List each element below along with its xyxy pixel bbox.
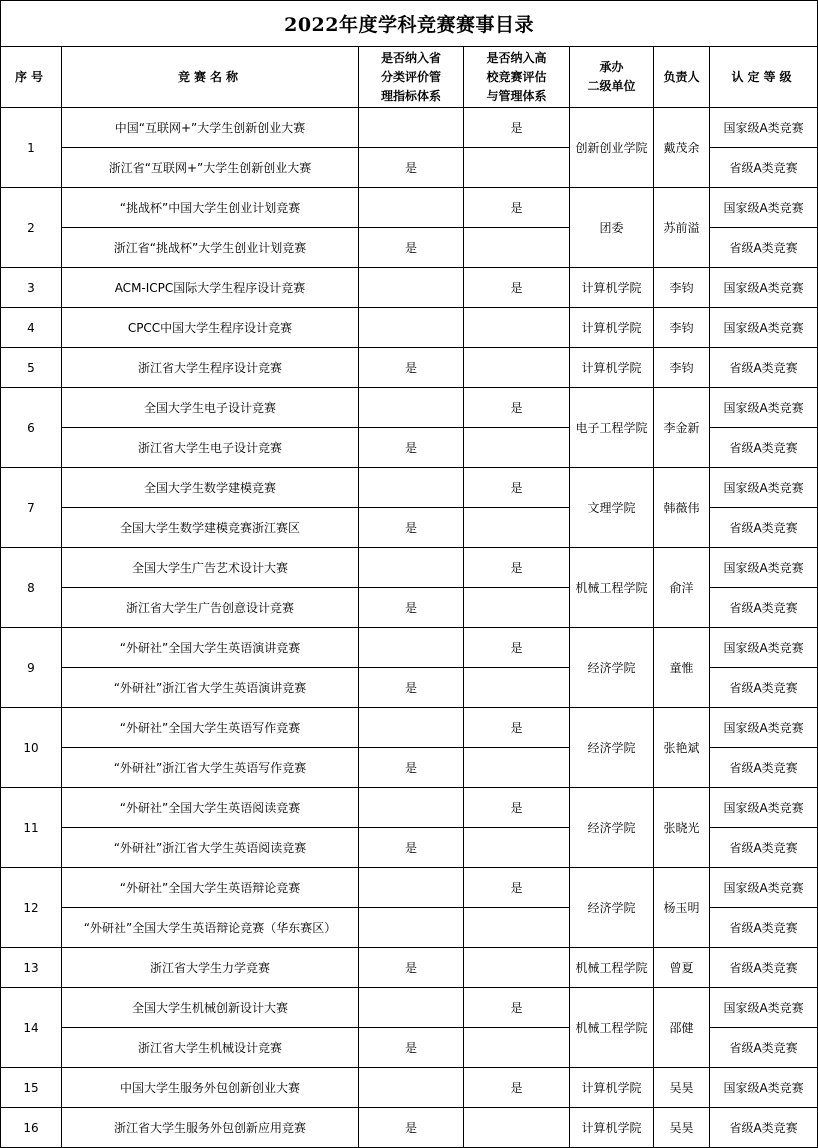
person-cell: 俞洋 (654, 548, 710, 628)
province-system-cell: 是 (359, 228, 464, 268)
unit-cell: 经济学院 (570, 868, 654, 948)
unit-cell: 经济学院 (570, 628, 654, 708)
national-system-cell: 是 (464, 788, 570, 828)
competition-name-cell: “外研社”全国大学生英语辩论竞赛（华东赛区） (62, 908, 359, 948)
level-cell: 省级A类竞赛 (710, 948, 818, 988)
unit-cell: 经济学院 (570, 708, 654, 788)
person-cell: 李钧 (654, 348, 710, 388)
province-system-cell: 是 (359, 348, 464, 388)
level-cell: 国家级A类竞赛 (710, 188, 818, 228)
level-cell: 省级A类竞赛 (710, 1028, 818, 1068)
index-cell: 3 (1, 268, 62, 308)
level-cell: 国家级A类竞赛 (710, 1068, 818, 1108)
table-row (1, 548, 818, 588)
competition-name-cell: 浙江省大学生程序设计竞赛 (62, 348, 359, 388)
table-row (1, 188, 818, 228)
unit-cell: 计算机学院 (570, 1068, 654, 1108)
national-system-cell (464, 228, 570, 268)
header-unit-line2: 二级单位 (587, 79, 636, 93)
competition-name-cell: 全国大学生机械创新设计大赛 (62, 988, 359, 1028)
table-row (1, 388, 818, 428)
header-name: 竞赛名称 (62, 47, 359, 108)
unit-cell: 机械工程学院 (570, 988, 654, 1068)
competition-name-cell: 浙江省大学生服务外包创新应用竞赛 (62, 1108, 359, 1148)
competition-name-cell: “外研社”全国大学生英语辩论竞赛 (62, 868, 359, 908)
national-system-cell (464, 308, 570, 348)
level-cell: 国家级A类竞赛 (710, 388, 818, 428)
province-system-cell: 是 (359, 508, 464, 548)
province-system-cell (359, 388, 464, 428)
province-system-cell: 是 (359, 1028, 464, 1068)
province-system-cell: 是 (359, 588, 464, 628)
unit-cell: 文理学院 (570, 468, 654, 548)
competition-name-cell: “外研社”浙江省大学生英语写作竞赛 (62, 748, 359, 788)
competition-name-cell: 中国“互联网+”大学生创新创业大赛 (62, 108, 359, 148)
national-system-cell (464, 748, 570, 788)
header-national-system-line2: 校竞赛评估 (486, 69, 547, 84)
header-province-system-line2: 分类评价管 (380, 69, 441, 84)
header-national-system-line1: 是否纳入高 (486, 50, 547, 65)
header-unit (570, 47, 654, 108)
competition-name-cell: 浙江省“挑战杯”大学生创业计划竞赛 (62, 228, 359, 268)
person-cell: 韩薇伟 (654, 468, 710, 548)
competition-name-cell: “外研社”浙江省大学生英语阅读竞赛 (62, 828, 359, 868)
person-cell: 李金新 (654, 388, 710, 468)
competition-name-cell: “外研社”浙江省大学生英语演讲竞赛 (62, 668, 359, 708)
unit-cell: 计算机学院 (570, 308, 654, 348)
level-cell: 国家级A类竞赛 (710, 268, 818, 308)
index-cell: 4 (1, 308, 62, 348)
province-system-cell: 是 (359, 148, 464, 188)
index-cell: 2 (1, 188, 62, 268)
table-row (1, 468, 818, 508)
unit-cell: 计算机学院 (570, 348, 654, 388)
header-province-system-line1: 是否纳入省 (380, 50, 441, 65)
index-cell: 7 (1, 468, 62, 548)
index-cell: 6 (1, 388, 62, 468)
level-cell: 国家级A类竞赛 (710, 548, 818, 588)
province-system-cell: 是 (359, 828, 464, 868)
competition-name-cell: 浙江省大学生广告创意设计竞赛 (62, 588, 359, 628)
person-cell: 苏前溢 (654, 188, 710, 268)
national-system-cell (464, 828, 570, 868)
table-row (1, 868, 818, 908)
national-system-cell (464, 1028, 570, 1068)
unit-cell: 机械工程学院 (570, 548, 654, 628)
national-system-cell: 是 (464, 548, 570, 588)
level-cell: 省级A类竞赛 (710, 1108, 818, 1148)
competition-name-cell: “挑战杯”中国大学生创业计划竞赛 (62, 188, 359, 228)
province-system-cell (359, 628, 464, 668)
table-row (1, 708, 818, 748)
header-national-system-line3: 与管理体系 (486, 88, 547, 103)
province-system-cell: 是 (359, 668, 464, 708)
national-system-cell (464, 348, 570, 388)
table-row (1, 1108, 818, 1148)
index-cell: 8 (1, 548, 62, 628)
person-cell: 曾夏 (654, 948, 710, 988)
unit-cell: 团委 (570, 188, 654, 268)
unit-cell: 电子工程学院 (570, 388, 654, 468)
province-system-cell (359, 268, 464, 308)
level-cell: 省级A类竞赛 (710, 828, 818, 868)
table-row (1, 108, 818, 148)
level-cell: 省级A类竞赛 (710, 748, 818, 788)
level-cell: 省级A类竞赛 (710, 588, 818, 628)
table-row (1, 1068, 818, 1108)
header-unit-line1: 承办 (599, 60, 624, 74)
national-system-cell: 是 (464, 268, 570, 308)
header-index: 序号 (1, 47, 62, 108)
competition-name-cell: 浙江省大学生力学竞赛 (62, 948, 359, 988)
national-system-cell (464, 428, 570, 468)
national-system-cell: 是 (464, 1068, 570, 1108)
province-system-cell (359, 308, 464, 348)
province-system-cell (359, 108, 464, 148)
national-system-cell (464, 148, 570, 188)
competition-name-cell: 浙江省大学生机械设计竞赛 (62, 1028, 359, 1068)
index-cell: 10 (1, 708, 62, 788)
level-cell: 省级A类竞赛 (710, 668, 818, 708)
province-system-cell (359, 188, 464, 228)
unit-cell: 计算机学院 (570, 268, 654, 308)
level-cell: 省级A类竞赛 (710, 148, 818, 188)
level-cell: 国家级A类竞赛 (710, 708, 818, 748)
header-row (1, 47, 818, 108)
level-cell: 国家级A类竞赛 (710, 308, 818, 348)
header-person: 负责人 (654, 47, 710, 108)
national-system-cell: 是 (464, 628, 570, 668)
province-system-cell (359, 908, 464, 948)
national-system-cell (464, 948, 570, 988)
competition-name-cell: 中国大学生服务外包创新创业大赛 (62, 1068, 359, 1108)
header-province-system-line3: 理指标体系 (380, 88, 441, 103)
person-cell: 李钧 (654, 308, 710, 348)
level-cell: 国家级A类竞赛 (710, 628, 818, 668)
national-system-cell: 是 (464, 708, 570, 748)
level-cell: 省级A类竞赛 (710, 348, 818, 388)
table-row (1, 988, 818, 1028)
page-title: 2022年度学科竞赛赛事目录 (1, 1, 818, 47)
index-cell: 16 (1, 1108, 62, 1148)
level-cell: 省级A类竞赛 (710, 228, 818, 268)
national-system-cell: 是 (464, 988, 570, 1028)
province-system-cell (359, 548, 464, 588)
index-cell: 13 (1, 948, 62, 988)
person-cell: 张艳斌 (654, 708, 710, 788)
person-cell: 戴茂余 (654, 108, 710, 188)
table-row (1, 268, 818, 308)
index-cell: 11 (1, 788, 62, 868)
person-cell: 李钧 (654, 268, 710, 308)
table-row (1, 628, 818, 668)
table-row (1, 308, 818, 348)
national-system-cell: 是 (464, 868, 570, 908)
province-system-cell (359, 868, 464, 908)
table-row (1, 948, 818, 988)
level-cell: 省级A类竞赛 (710, 428, 818, 468)
unit-cell: 机械工程学院 (570, 948, 654, 988)
province-system-cell: 是 (359, 428, 464, 468)
competition-name-cell: CPCC中国大学生程序设计竞赛 (62, 308, 359, 348)
national-system-cell: 是 (464, 388, 570, 428)
person-cell: 童惟 (654, 628, 710, 708)
person-cell: 吴昊 (654, 1068, 710, 1108)
unit-cell: 经济学院 (570, 788, 654, 868)
index-cell: 1 (1, 108, 62, 188)
national-system-cell (464, 1108, 570, 1148)
competition-name-cell: “外研社”全国大学生英语演讲竞赛 (62, 628, 359, 668)
level-cell: 国家级A类竞赛 (710, 988, 818, 1028)
index-cell: 9 (1, 628, 62, 708)
national-system-cell (464, 588, 570, 628)
index-cell: 5 (1, 348, 62, 388)
table-body (1, 108, 818, 1148)
level-cell: 国家级A类竞赛 (710, 788, 818, 828)
person-cell: 张晓光 (654, 788, 710, 868)
index-cell: 15 (1, 1068, 62, 1108)
index-cell: 14 (1, 988, 62, 1068)
header-province-system (359, 47, 464, 108)
person-cell: 吴昊 (654, 1108, 710, 1148)
header-level: 认定等级 (710, 47, 818, 108)
unit-cell: 创新创业学院 (570, 108, 654, 188)
person-cell: 邵健 (654, 988, 710, 1068)
national-system-cell (464, 908, 570, 948)
national-system-cell: 是 (464, 108, 570, 148)
province-system-cell (359, 468, 464, 508)
table-row (1, 788, 818, 828)
province-system-cell (359, 708, 464, 748)
national-system-cell: 是 (464, 188, 570, 228)
competition-name-cell: “外研社”全国大学生英语写作竞赛 (62, 708, 359, 748)
unit-cell: 计算机学院 (570, 1108, 654, 1148)
index-cell: 12 (1, 868, 62, 948)
province-system-cell: 是 (359, 1108, 464, 1148)
competition-name-cell: 浙江省“互联网+”大学生创新创业大赛 (62, 148, 359, 188)
competition-name-cell: 浙江省大学生电子设计竞赛 (62, 428, 359, 468)
table-row (1, 348, 818, 388)
competition-name-cell: 全国大学生数学建模竞赛浙江赛区 (62, 508, 359, 548)
national-system-cell (464, 668, 570, 708)
competition-name-cell: 全国大学生电子设计竞赛 (62, 388, 359, 428)
level-cell: 省级A类竞赛 (710, 908, 818, 948)
competition-name-cell: “外研社”全国大学生英语阅读竞赛 (62, 788, 359, 828)
province-system-cell: 是 (359, 748, 464, 788)
header-national-system (464, 47, 570, 108)
person-cell: 杨玉明 (654, 868, 710, 948)
province-system-cell (359, 988, 464, 1028)
province-system-cell (359, 1068, 464, 1108)
level-cell: 国家级A类竞赛 (710, 868, 818, 908)
province-system-cell: 是 (359, 948, 464, 988)
level-cell: 国家级A类竞赛 (710, 468, 818, 508)
province-system-cell (359, 788, 464, 828)
national-system-cell (464, 508, 570, 548)
level-cell: 省级A类竞赛 (710, 508, 818, 548)
competition-name-cell: 全国大学生广告艺术设计大赛 (62, 548, 359, 588)
level-cell: 国家级A类竞赛 (710, 108, 818, 148)
competition-name-cell: 全国大学生数学建模竞赛 (62, 468, 359, 508)
competition-name-cell: ACM-ICPC国际大学生程序设计竞赛 (62, 268, 359, 308)
national-system-cell: 是 (464, 468, 570, 508)
